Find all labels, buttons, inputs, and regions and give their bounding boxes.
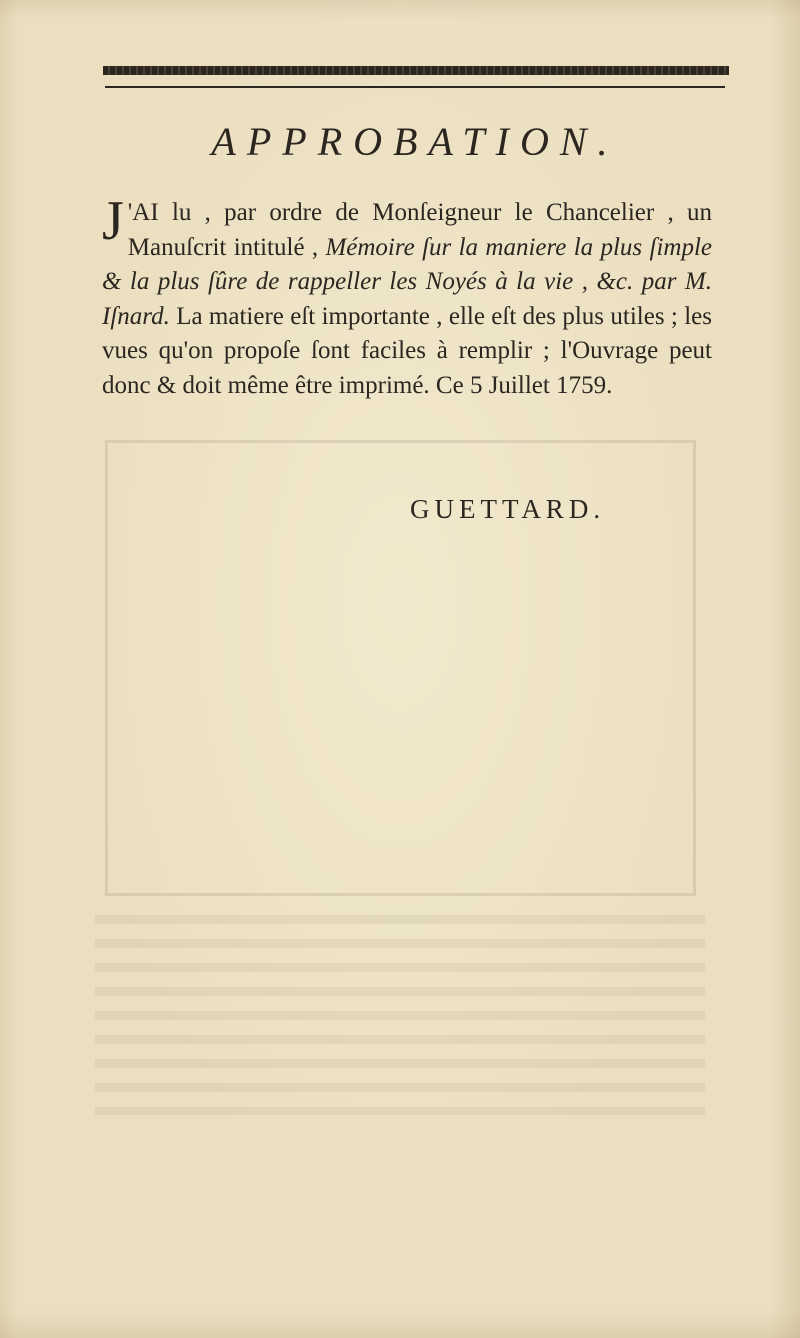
show-through-illustration [105,440,696,896]
page-title: APPROBATION. [211,119,619,164]
body-text-part-2: La matiere eſt importante , elle eſt des plus utiles ; les vues qu'on propoſe ſont faciles à remplir ; l'Ouvrage peut donc & doit même être imprimé. Ce 5 Juillet 1759. [102,302,712,399]
show-through-text [95,915,705,1115]
opening-word: 'AI [127,199,159,226]
approbation-paragraph [102,190,712,404]
drop-cap: J [102,190,124,252]
header-thin-rule [105,86,725,88]
signature: GUETTARD. [410,494,606,524]
memoir-title: Mémoire ſur la maniere la plus ſimple & la plus ſûre de rappeller les Noyés à la vie , &c. par M. Iſnard. [102,233,712,330]
header-ornament-rule [103,66,729,75]
body-text-part-1: lu , par ordre de Monſeigneur le Chancelier , un Manuſcrit intitulé , [127,199,712,261]
